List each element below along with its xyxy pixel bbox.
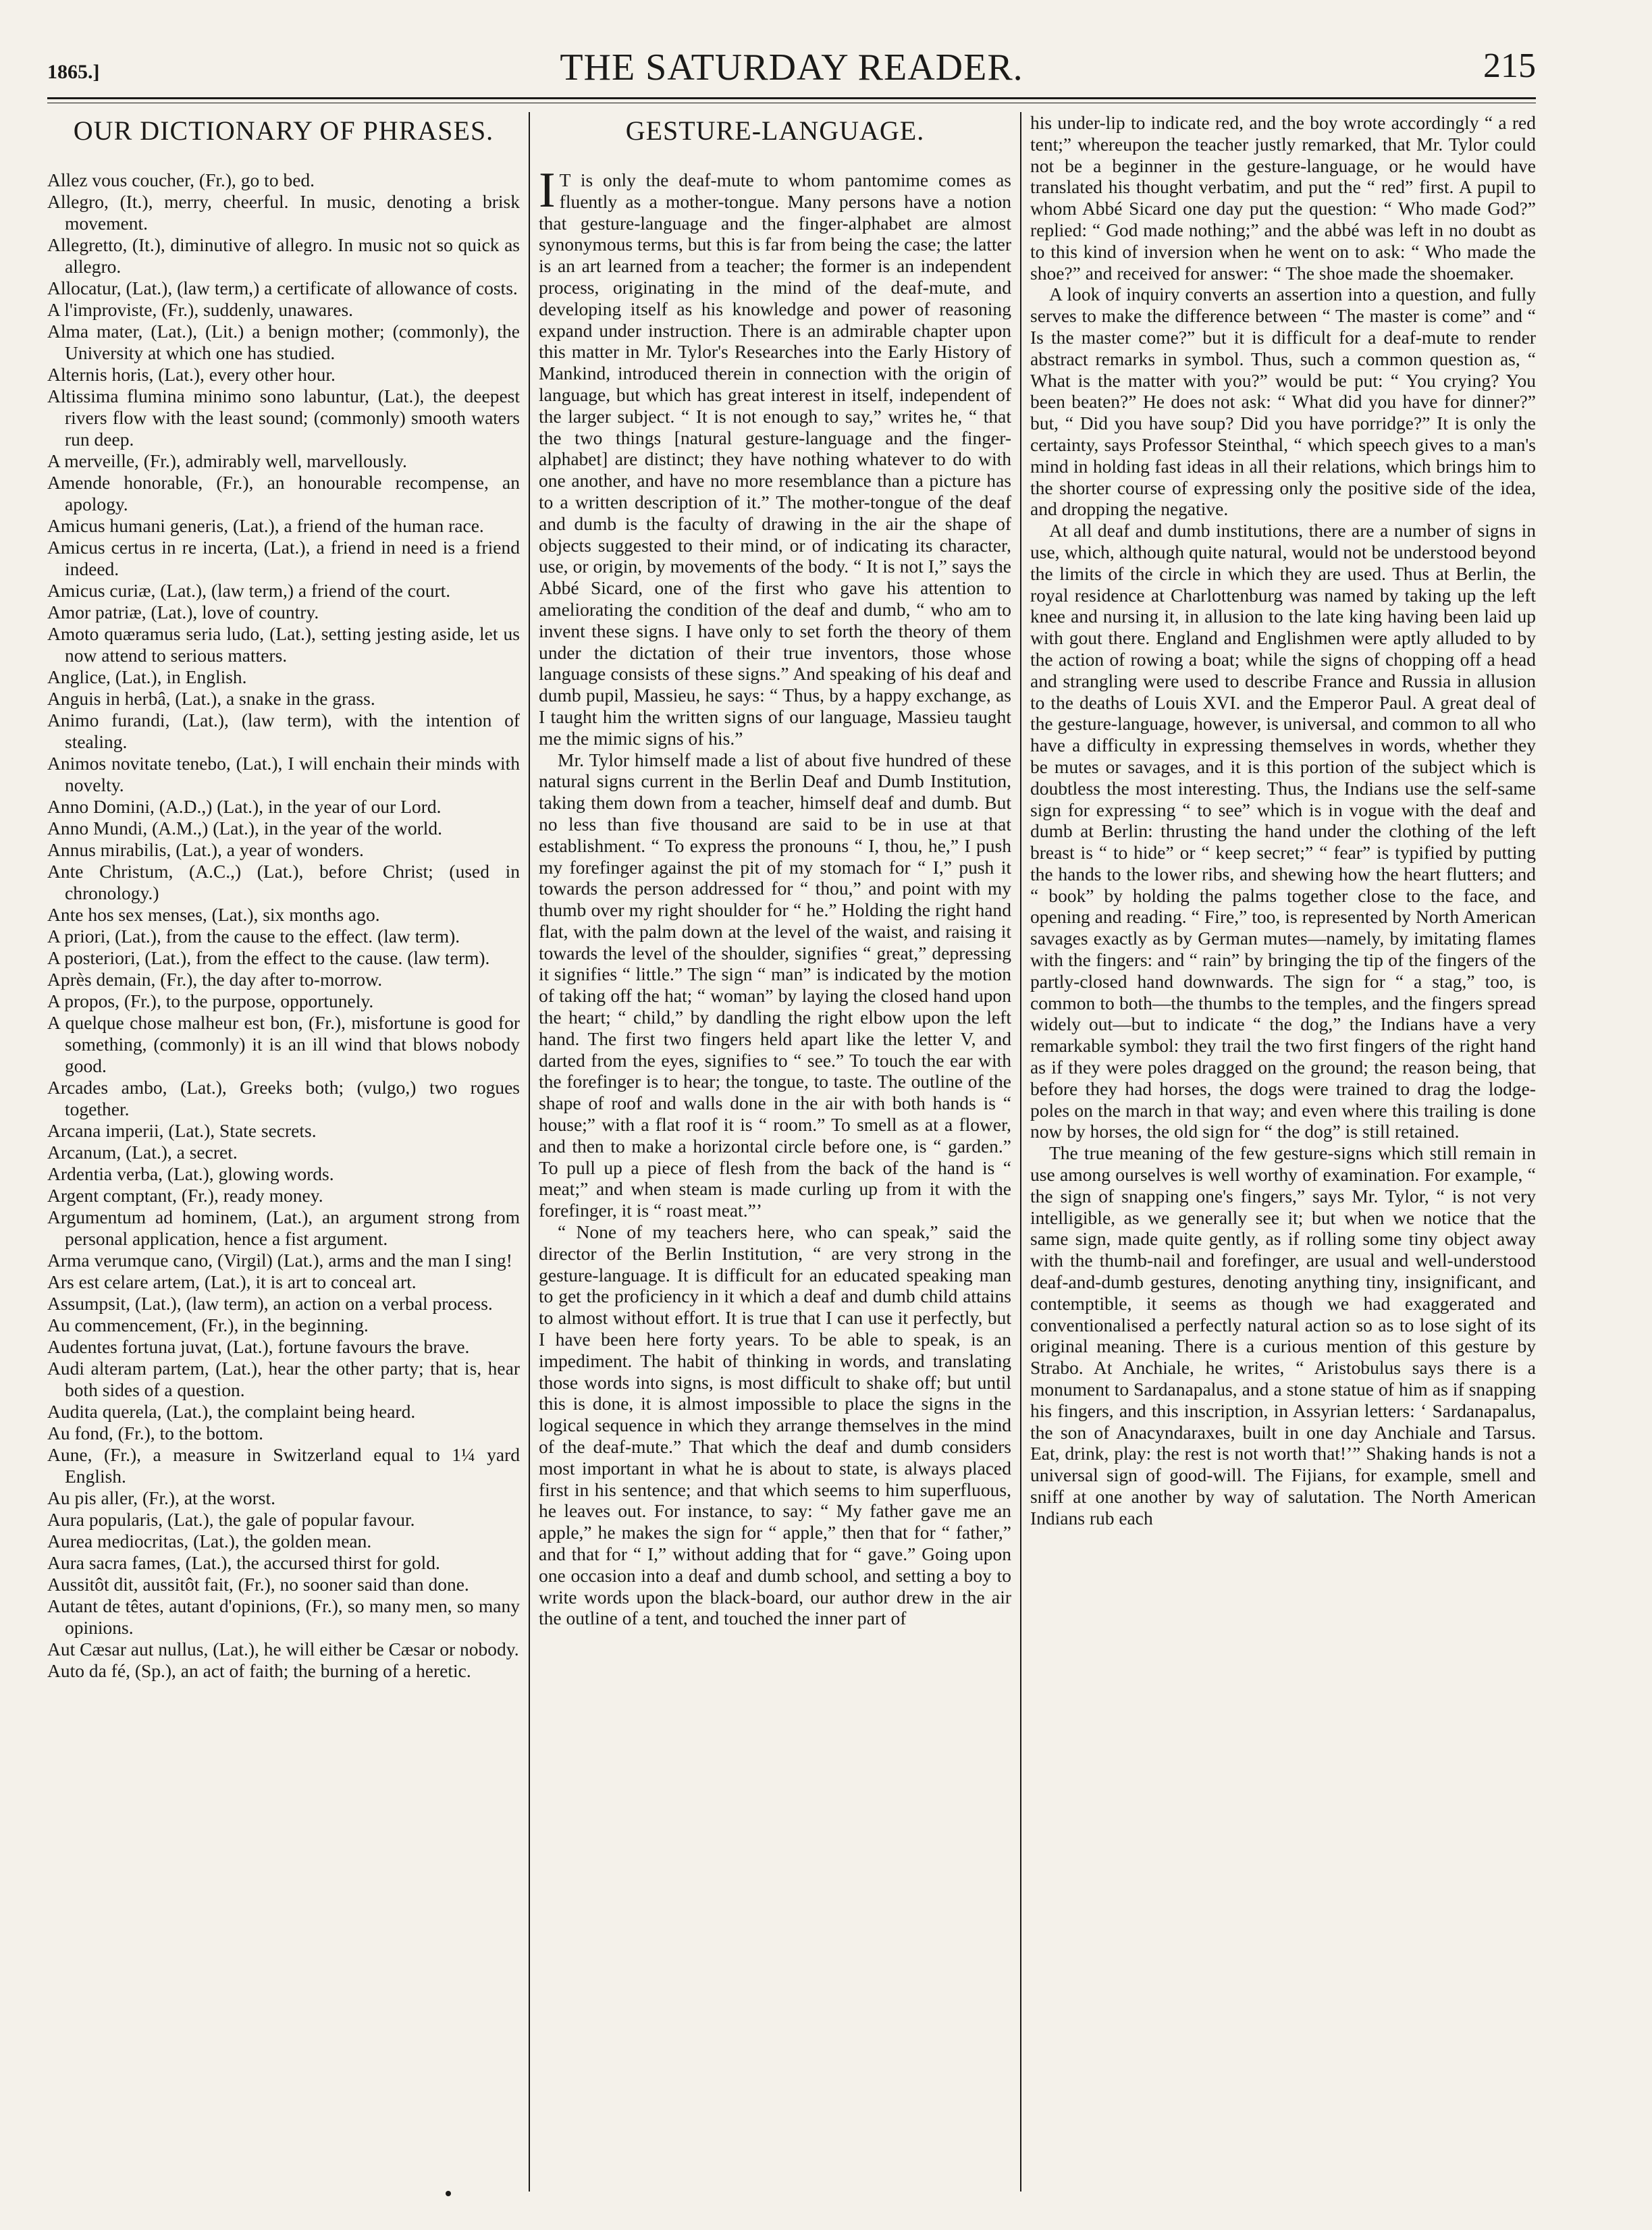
paragraph-text: Mr. Tylor himself made a list of about five hundred of these natural signs current in the Berlin Deaf and Dumb Institution, taking them down from a teacher, himself deaf and dumb. But no less than five thousand are said to be in use at that establishment. “ To express the pronouns “ I, thou, he,” I push my forefinger against the pit of my stomach for “ I,” push it towards the person addressed for “ thou,” and point with my thumb over my right shoulder for “ he.” Holding the right hand flat, with the palm down at the level of the waist, and raising it towards the level of the shoulder, signifies “ great,” depressing it signifies “ little.” The sign “ man” is indicated by the motion of taking off the hat; “ woman” by laying the closed hand upon the heart; “ child,” by dandling the right elbow upon the left hand. The first two fingers held apart like the letter V, and darted from the eyes, signifies to “ see.” To touch the ear with the forefinger is to hear; the tongue, to taste. The outline of the shape of roof and walls done in the air with both hands is “ house;” with a flat roof it is “ room.” To smell as at a flower, and then to make a horizontal circle before one, is “ garden.” To pull up a piece of flesh from the back of the hand is “ meat;” and when steam is made curling up from it with the forefinger, it is “ roast meat.”’ [539,749,1011,1221]
dictionary-entry: Ante hos sex menses, (Lat.), six months ago. [47,904,380,925]
dictionary-entry: Aussitôt dit, aussitôt fait, (Fr.), no sooner said than done. [47,1574,469,1595]
dictionary-entry: A l'improviste, (Fr.), suddenly, unawares. [47,299,354,320]
article-paragraph [539,163,1011,749]
dictionary-entry: Assumpsit, (Lat.), (law term), an action on a verbal process. [47,1293,493,1314]
dictionary-entry: Arma verumque cano, (Virgil) (Lat.), arms and the man I sing! [47,1250,512,1271]
article-paragraph: At all deaf and dumb institutions, there are a number of signs in use, which, although quite natural, would not be understood beyond the limits of the circle in which they are used. Thus at Berlin, the royal residence at Charlottenburg was named by taking up the left knee and nursing it, in allusion to the late king having been laid up with gout there. England and Englishmen were aptly alluded to by the action of rowing a boat; while the signs of chopping off a head and strangling were used to describe France and Russia in allusion to the deaths of Louis XVI. and the Emperor Paul. A great deal of the gesture-language, however, is universal, and common to all who have a difficulty in expressing themselves in words, whether they be mutes or savages, and it is this portion of the subject which is doubtless the most interesting. Thus, the Indians use the self-same sign for expressing “ to see” which is in vogue with the deaf and dumb at Berlin: thrusting the hand under the clothing of the left breast is “ to hide” or “ keep secret;” “ fear” is typified by putting the hands to the lower ribs, and shewing how the heart flutters; and “ book” by holding the palms together close to the face, and opening and reading. “ Fire,” too, is represented by North American savages exactly as by German mutes—namely, by imitating flames with the fingers: and “ rain” by bringing the tip of the fingers of the partly-closed hand downwards. The sign for “ a stag,” too, is common to both—the thumbs to the temples, and the fingers spread widely out—but to indicate “ the dog,” the Indians have a very remarkable symbol: they trail the two first fingers of the right hand as if they were poles dragged on the ground; the reason being, that before they had horses, the dogs were trained to drag the lodge-poles on the march in that way; and even where this trailing is done now by horses, the old sign for “ the dog” is still retained. [1030,520,1536,1142]
drop-cap: I [539,163,556,218]
dictionary-entry: Amicus humani generis, (Lat.), a friend of the human race. [47,515,484,536]
dictionary-entry: Alma mater, (Lat.), (Lit.) a benign mother; (commonly), the University at which one has studied. [47,321,520,363]
dictionary-entry: Animos novitate tenebo, (Lat.), I will enchain their minds with novelty. [47,753,520,795]
dictionary-entry: Amende honorable, (Fr.), an honourable recompense, an apology. [47,472,520,514]
dictionary-entry: Aurea mediocritas, (Lat.), the golden mean. [47,1531,372,1551]
dictionary-entry: Auto da fé, (Sp.), an act of faith; the burning of a heretic. [47,1660,471,1681]
publication-title: THE SATURDAY READER. [560,47,1023,88]
article-paragraph: The true meaning of the few gesture-signs which still remain in use among ourselves is well worthy of examination. For example, “ the sign of snapping one's fingers,” says Mr. Tylor, “ is not very intelligible, as we generally see it; but when we notice that the same sign, made quite gently, as if rolling some tiny object away with the thumb-nail and forefinger, are usual and well-understood deaf-and-dumb gestures, denoting anything tiny, insignificant, and contemptible, it seems as though we had exaggerated and conventionalised a perfectly natural action so as to lose sight of its original meaning. There is a curious mention of this gesture by Strabo. At Anchiale, he writes, “ Aristobulus says there is a monument to Sardanapalus, and a stone statue of him as if snapping his fingers, and this inscription, in Assyrian letters: ‘ Sardanapalus, the son of Anacyndaraxes, built in one day Anchiale and Tarsus. Eat, drink, play: the rest is not worth that!’” Shaking hands is not a universal sign of good-will. The Fijians, for example, smell and sniff at one another by way of salutation. The North American Indians rub each [1030,1142,1536,1529]
dictionary-entry: Allocatur, (Lat.), (law term,) a certificate of allowance of costs. [47,277,518,298]
article-column-1 [539,112,1011,2192]
dictionary-entry: Autant de têtes, autant d'opinions, (Fr.), so many men, so many opinions. [47,1595,520,1638]
issue-date: 1865.] [47,61,100,83]
article-paragraph [539,749,1011,1222]
dictionary-entry: A propos, (Fr.), to the purpose, opportunely. [47,990,374,1011]
dictionary-entry: Annus mirabilis, (Lat.), a year of wonders. [47,839,364,860]
dictionary-entry: Après demain, (Fr.), the day after to-morrow. [47,969,383,990]
dictionary-entry: Argent comptant, (Fr.), ready money. [47,1185,323,1206]
dictionary-entry: Arcana imperii, (Lat.), State secrets. [47,1120,317,1141]
dictionary-entry: A quelque chose malheur est bon, (Fr.), misfortune is good for something, (commonly) it is an ill wind that blows nobody good. [47,1012,520,1076]
dictionary-entry: Audentes fortuna juvat, (Lat.), fortune favours the brave. [47,1336,470,1357]
page-number: 215 [1483,47,1536,85]
printer-mark [446,2191,451,2196]
dictionary-entry: Aura popularis, (Lat.), the gale of popular favour. [47,1509,415,1530]
dictionary-entry: Anguis in herbâ, (Lat.), a snake in the grass. [47,688,375,709]
dictionary-entry: Amicus certus in re incerta, (Lat.), a friend in need is a friend indeed. [47,537,520,579]
dictionary-entry: Au commencement, (Fr.), in the beginning. [47,1315,369,1335]
dictionary-entry: Arcanum, (Lat.), a secret. [47,1142,238,1163]
dictionary-entry: A merveille, (Fr.), admirably well, marvellously. [47,450,407,471]
dictionary-entry: Allegretto, (It.), diminutive of allegro. In music not so quick as allegro. [47,234,520,277]
dictionary-entry: Amoto quæramus seria ludo, (Lat.), setting jesting aside, let us now attend to serious matters. [47,623,520,666]
dictionary-entry: Audi alteram partem, (Lat.), hear the other party; that is, hear both sides of a question. [47,1358,520,1400]
dictionary-entry: Au fond, (Fr.), to the bottom. [47,1423,264,1443]
paragraph-text: T is only the deaf-mute to whom pantomime comes as fluently as a mother-tongue. Many persons have a notion that gesture-language and the finger-alphabet are almost synonymous terms, but this is far from being the case; the latter is an art learned from a teacher; the former is an independent process, originating in the mind of the deaf-mute, and developing itself as his knowledge and power of reasoning expand under instruction. There is an admirable chapter upon this matter in Mr. Tylor's Researches into the Early History of Mankind, introduced therein in connection with the origin of language, but which has great interest in itself, independent of the larger subject. “ It is not enough to say,” writes he, “ that the two things [natural gesture-language and the finger-alphabet] are distinct; they have nothing whatever to do with one another, and have no more resemblance than a picture has to a written description of it.” The mother-tongue of the deaf and dumb is the faculty of drawing in the air the shape of objects suggested to their mind, or of indicating its character, use, or origin, by movements of the body. “ It is not I,” says the Abbé Sicard, one of the first who gave his attention to ameliorating the condition of the deaf and dumb, “ who am to invent these signs. I have only to set forth the theory of them under the dictation of their true inventors, those whose language consists of these signs.” And speaking of his deaf and dumb pupil, Massieu, he says: “ Thus, by a happy exchange, as I taught him the written signs of our language, Massieu taught me the mimic signs of his.” [539,169,1011,749]
dictionary-entry: Arcades ambo, (Lat.), Greeks both; (vulgo,) two rogues together. [47,1077,520,1119]
dictionary-entry: Argumentum ad hominem, (Lat.), an argument strong from personal application, hence a fist argument. [47,1206,520,1249]
dictionary-entry: Au pis aller, (Fr.), at the worst. [47,1487,276,1508]
dictionary-entry: Anglice, (Lat.), in English. [47,666,247,687]
dictionary-entry: Aut Cæsar aut nullus, (Lat.), he will either be Cæsar or nobody. [47,1639,519,1660]
dictionary-entry: Anno Mundi, (A.M.,) (Lat.), in the year of the world. [47,818,443,839]
dictionary-entry: A posteriori, (Lat.), from the effect to the cause. (law term). [47,947,490,968]
article-paragraph: his under-lip to indicate red, and the boy wrote accordingly “ a red tent;” whereupon the teacher justly remarked, that Mr. Tylor could not be a beginner in the gesture-language, or he would have translated his thought verbatim, and put the “ red” first. A pupil to whom Abbé Sicard one day put the question: “ Who made God?” replied: “ God made nothing;” and the abbé was left in no doubt as to this kind of inversion when he went on to ask: “ Who made the shoe?” and received for answer: “ The shoe made the shoemaker. [1030,112,1536,284]
columns [47,112,1536,2192]
article-body-1 [539,163,1011,1629]
newspaper-page [47,42,1536,2196]
dictionary-entry: Ante Christum, (A.C.,) (Lat.), before Christ; (used in chronology.) [47,861,520,903]
dictionary-entries [47,169,520,1682]
dictionary-entry: Altissima flumina minimo sono labuntur, (Lat.), the deepest rivers flow with the least sound; (commonly) smooth waters run deep. [47,386,520,450]
dictionary-entry: Aune, (Fr.), a measure in Switzerland equal to 1¼ yard English. [47,1444,520,1487]
dictionary-entry: A priori, (Lat.), from the cause to the effect. (law term). [47,926,460,947]
column-divider [1020,112,1021,2192]
article-paragraph: A look of inquiry converts an assertion into a question, and fully serves to make the difference between “ The master is come” and “ Is the master come?” but it is difficult for a deaf-mute to render abstract remarks in symbol. Thus, such a common question as, “ What is the matter with you?” would be put: “ You crying? You been beaten?” He does not ask: “ What did you have for dinner?” but, “ Did you have soup? Did you have porridge?” It is only the certainty, says Professor Steinthal, “ which speech gives to a man's mind in holding fast ideas in all their relations, which brings him to the shorter course of expressing only the positive side of the idea, and dropping the negative. [1030,284,1536,520]
dictionary-entry: Ardentia verba, (Lat.), glowing words. [47,1163,334,1184]
dictionary-column [47,112,520,2192]
dictionary-entry: Anno Domini, (A.D.,) (Lat.), in the year of our Lord. [47,796,442,817]
column-divider [529,112,530,2192]
dictionary-entry: Aura sacra fames, (Lat.), the accursed thirst for gold. [47,1552,440,1573]
page-header [47,42,1536,99]
dictionary-entry: Animo furandi, (Lat.), (law term), with the intention of stealing. [47,710,520,752]
paragraph-text: “ None of my teachers here, who can speak,” said the director of the Berlin Institution, “ are very strong in the gesture-language. It is difficult for an educated speaking man to get the proficiency in it which a deaf and dumb child attains to almost without effort. It is true that I can use it perfectly, but I have been here forty years. To be able to speak, is an impediment. The habit of thinking in words, and translating those words into signs, is most difficult to shake off; but until this is done, it is almost impossible to place the signs in the logical sequence in which they arrange themselves in the mind of the deaf-mute.” That which the deaf and dumb considers most important in what he is about to state, is always placed first in his sentence; and that which seems to him superfluous, he leaves out. For instance, to say: “ My father gave me an apple,” he makes the sign for “ apple,” then that for “ father,” and that for “ I,” without adding that for “ gave.” Going upon one occasion into a deaf and dumb school, and setting a boy to write words upon the black-board, our author drew in the air the outline of a tent, and touched the inner part of [539,1221,1011,1629]
dictionary-entry: Alternis horis, (Lat.), every other hour. [47,364,336,385]
dictionary-entry: Amor patriæ, (Lat.), love of country. [47,602,319,622]
dictionary-title: OUR DICTIONARY OF PHRASES. [73,115,494,146]
dictionary-entry: Audita querela, (Lat.), the complaint being heard. [47,1401,416,1422]
dictionary-entry: Amicus curiæ, (Lat.), (law term,) a friend of the court. [47,580,451,601]
article-paragraph [539,1221,1011,1629]
dictionary-entry: Allez vous coucher, (Fr.), go to bed. [47,169,315,190]
article-body-2 [1030,112,1536,1529]
article-column-2 [1030,112,1536,2192]
article-title: GESTURE-LANGUAGE. [625,115,925,146]
dictionary-entry: Ars est celare artem, (Lat.), it is art to conceal art. [47,1271,417,1292]
dictionary-entry: Allegro, (It.), merry, cheerful. In music, denoting a brisk movement. [47,191,520,234]
